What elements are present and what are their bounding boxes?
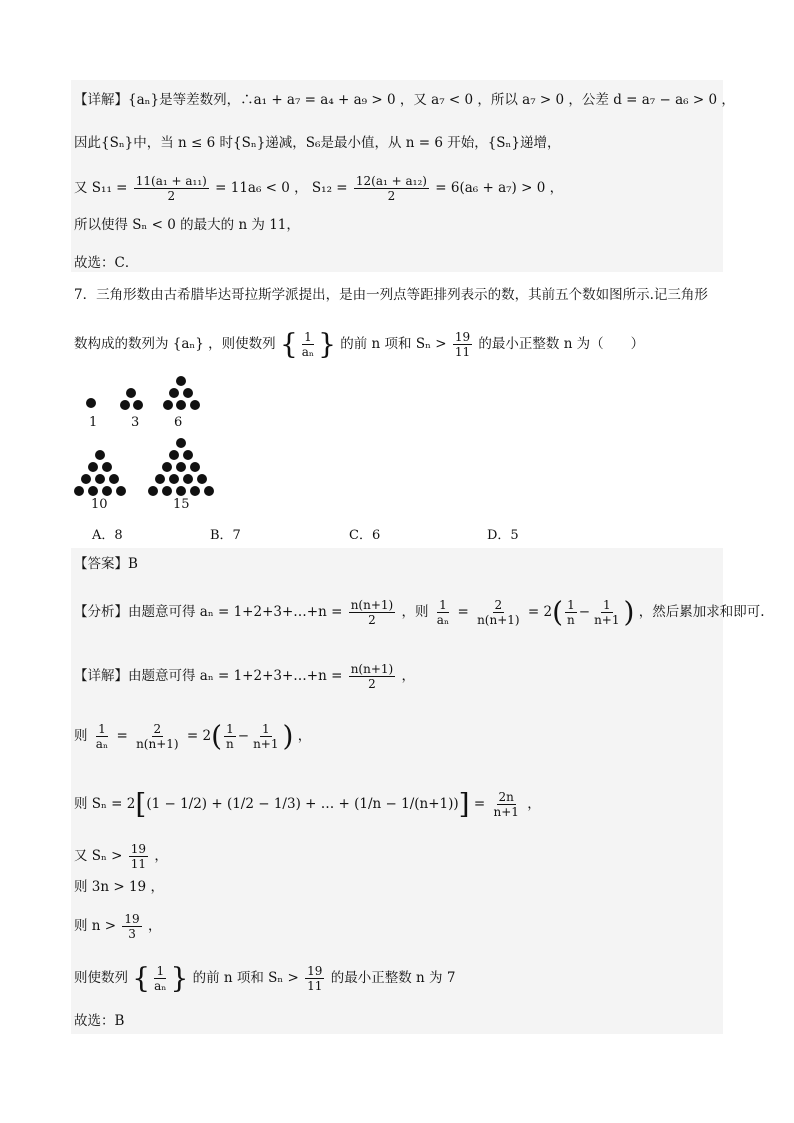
detail-line5: 则 3n > 19 ， bbox=[74, 879, 164, 895]
fraction: $\frac{19}{11}$ bbox=[130, 842, 147, 871]
dot bbox=[183, 388, 193, 398]
dot bbox=[176, 462, 186, 472]
dot bbox=[74, 486, 84, 496]
dot bbox=[176, 486, 186, 496]
dot bbox=[120, 400, 130, 410]
detail-line4: 又 Sₙ > $\frac{19}{11}$ ， bbox=[74, 842, 168, 871]
q7-stem-line2: 数构成的数列为 {aₙ} ，则使数列 { $\frac{1}{\text{aₙ}}$ } 的前 n 项和 Sₙ > $\frac{19}{11}$ 的最小正整数 n 为（ ） bbox=[74, 327, 645, 361]
fraction: $\frac{\text{12(a₁ + a₁₂)}}{2}$ bbox=[355, 174, 427, 203]
fraction: $\frac{1}{\text{aₙ}}$ bbox=[95, 722, 109, 751]
fraction: $\frac{1}{n}$ bbox=[567, 598, 575, 627]
dot bbox=[197, 474, 207, 484]
dot bbox=[190, 486, 200, 496]
dot bbox=[162, 486, 172, 496]
figure-label: 10 bbox=[91, 497, 108, 512]
figure-label: 1 bbox=[89, 415, 98, 430]
fraction: $\frac{\text{11(a₁ + a₁₁)}}{2}$ bbox=[135, 174, 207, 203]
dot bbox=[190, 400, 200, 410]
dot bbox=[183, 474, 193, 484]
final-answer: 故选：B bbox=[74, 1013, 125, 1029]
option-d[interactable]: D．5 bbox=[487, 528, 519, 543]
fraction: $\frac{1}{n+1}$ bbox=[253, 722, 279, 751]
dot bbox=[162, 462, 172, 472]
dot bbox=[133, 400, 143, 410]
dot bbox=[102, 486, 112, 496]
dot bbox=[95, 474, 105, 484]
answer-line: 【答案】B bbox=[74, 556, 138, 572]
fraction: $\frac{19}{11}$ bbox=[454, 330, 471, 359]
dot bbox=[169, 474, 179, 484]
q6-detail-line2: 因此{Sₙ}中，当 n ≤ 6 时{Sₙ}递减，S₆是最小值，从 n = 6 开始，{Sₙ}递增， bbox=[74, 135, 561, 151]
dot bbox=[88, 462, 98, 472]
detail-line2: 则 $\frac{1}{\text{aₙ}}$ = $\frac{2}{n(n+1)}$ = 2( $\frac{1}{n}$ − $\frac{1}{n+1}$ ) ， bbox=[74, 719, 312, 753]
fraction: $\frac{1}{n+1}$ bbox=[594, 598, 620, 627]
q6-answer: 故选：C． bbox=[74, 255, 139, 271]
detail-line1: 【详解】由题意可得 aₙ = 1+2+3+…+n = $\frac{n(n+1)}{2}$ ， bbox=[74, 662, 415, 691]
dot bbox=[176, 438, 186, 448]
fraction: $\frac{1}{\text{aₙ}}$ bbox=[301, 330, 315, 359]
fraction: $\frac{2}{n(n+1)}$ bbox=[477, 598, 520, 627]
fraction: $\frac{1}{\text{aₙ}}$ bbox=[436, 598, 450, 627]
fraction: $\frac{19}{11}$ bbox=[307, 964, 323, 993]
analysis-line: 【分析】由题意可得 aₙ = 1+2+3+…+n = $\frac{n(n+1)}{2}$ ，则 $\frac{1}{\text{aₙ}}$ = $\frac{2}{n(n+1)}$ = 2( $\frac{1}{n}$ − $\frac{1}{n+1}$ ) ，然后累加求和即可. bbox=[74, 595, 765, 629]
fraction: $\frac{2}{n(n+1)}$ bbox=[136, 722, 179, 751]
figure-label: 6 bbox=[174, 415, 183, 430]
dot bbox=[183, 450, 193, 460]
dot bbox=[176, 400, 186, 410]
dot bbox=[86, 398, 96, 408]
option-a[interactable]: A．8 bbox=[92, 528, 123, 543]
dot bbox=[109, 474, 119, 484]
dot bbox=[169, 388, 179, 398]
dot bbox=[204, 486, 214, 496]
q7-stem-line1: 7．三角形数由古希腊毕达哥拉斯学派提出，是由一列点等距排列表示的数，其前五个数如图所示.记三角形 bbox=[74, 287, 708, 303]
figure-label: 15 bbox=[173, 497, 190, 512]
dot bbox=[126, 388, 136, 398]
fraction: $\frac{1}{n}$ bbox=[226, 722, 234, 751]
fraction: $\frac{2n}{n+1}$ bbox=[493, 790, 519, 819]
option-c[interactable]: C．6 bbox=[349, 528, 381, 543]
figure-label: 3 bbox=[131, 415, 140, 430]
dot bbox=[95, 450, 105, 460]
fraction: $\frac{n(n+1)}{2}$ bbox=[350, 662, 394, 691]
dot bbox=[155, 474, 165, 484]
dot bbox=[102, 462, 112, 472]
q6-detail-line1: 【详解】{aₙ}是等差数列，∴a₁ + a₇ = a₄ + a₉ > 0 ，又 a₇ < 0 ，所以 a₇ > 0 ，公差 d = a₇ − a₆ > 0 ， bbox=[74, 92, 735, 108]
detail-line7: 则使数列 { $\frac{1}{\text{aₙ}}$ } 的前 n 项和 Sₙ > $\frac{19}{11}$ 的最小正整数 n 为 7 bbox=[74, 961, 456, 995]
dot bbox=[148, 486, 158, 496]
dot bbox=[163, 400, 173, 410]
dot bbox=[81, 474, 91, 484]
fraction: $\frac{1}{\text{aₙ}}$ bbox=[154, 964, 167, 993]
q6-detail-line3: 又 S₁₁ = $\frac{\text{11(a₁ + a₁₁)}}{2}$ = 11a₆ < 0 ， S₁₂ = $\frac{\text{12(a₁ + a₁₂)}}{2}$ = 6(a₆ + a₇) > 0 ， bbox=[74, 174, 564, 203]
fraction: $\frac{19}{3}$ bbox=[124, 912, 140, 941]
dot bbox=[116, 486, 126, 496]
dot bbox=[190, 462, 200, 472]
dot bbox=[169, 450, 179, 460]
detail-line3: 则 Sₙ = 2[(1 − 1/2) + (1/2 − 1/3) + … + (1/n − 1/(n+1))] = $\frac{2n}{n+1}$ ， bbox=[74, 787, 541, 821]
dot bbox=[176, 376, 186, 386]
option-b[interactable]: B．7 bbox=[210, 528, 241, 543]
detail-line6: 则 n > $\frac{19}{3}$ ， bbox=[74, 912, 162, 941]
fraction: $\frac{n(n+1)}{2}$ bbox=[350, 598, 394, 627]
q6-detail-line4: 所以使得 Sₙ < 0 的最大的 n 为 11， bbox=[74, 217, 300, 233]
dot bbox=[88, 486, 98, 496]
